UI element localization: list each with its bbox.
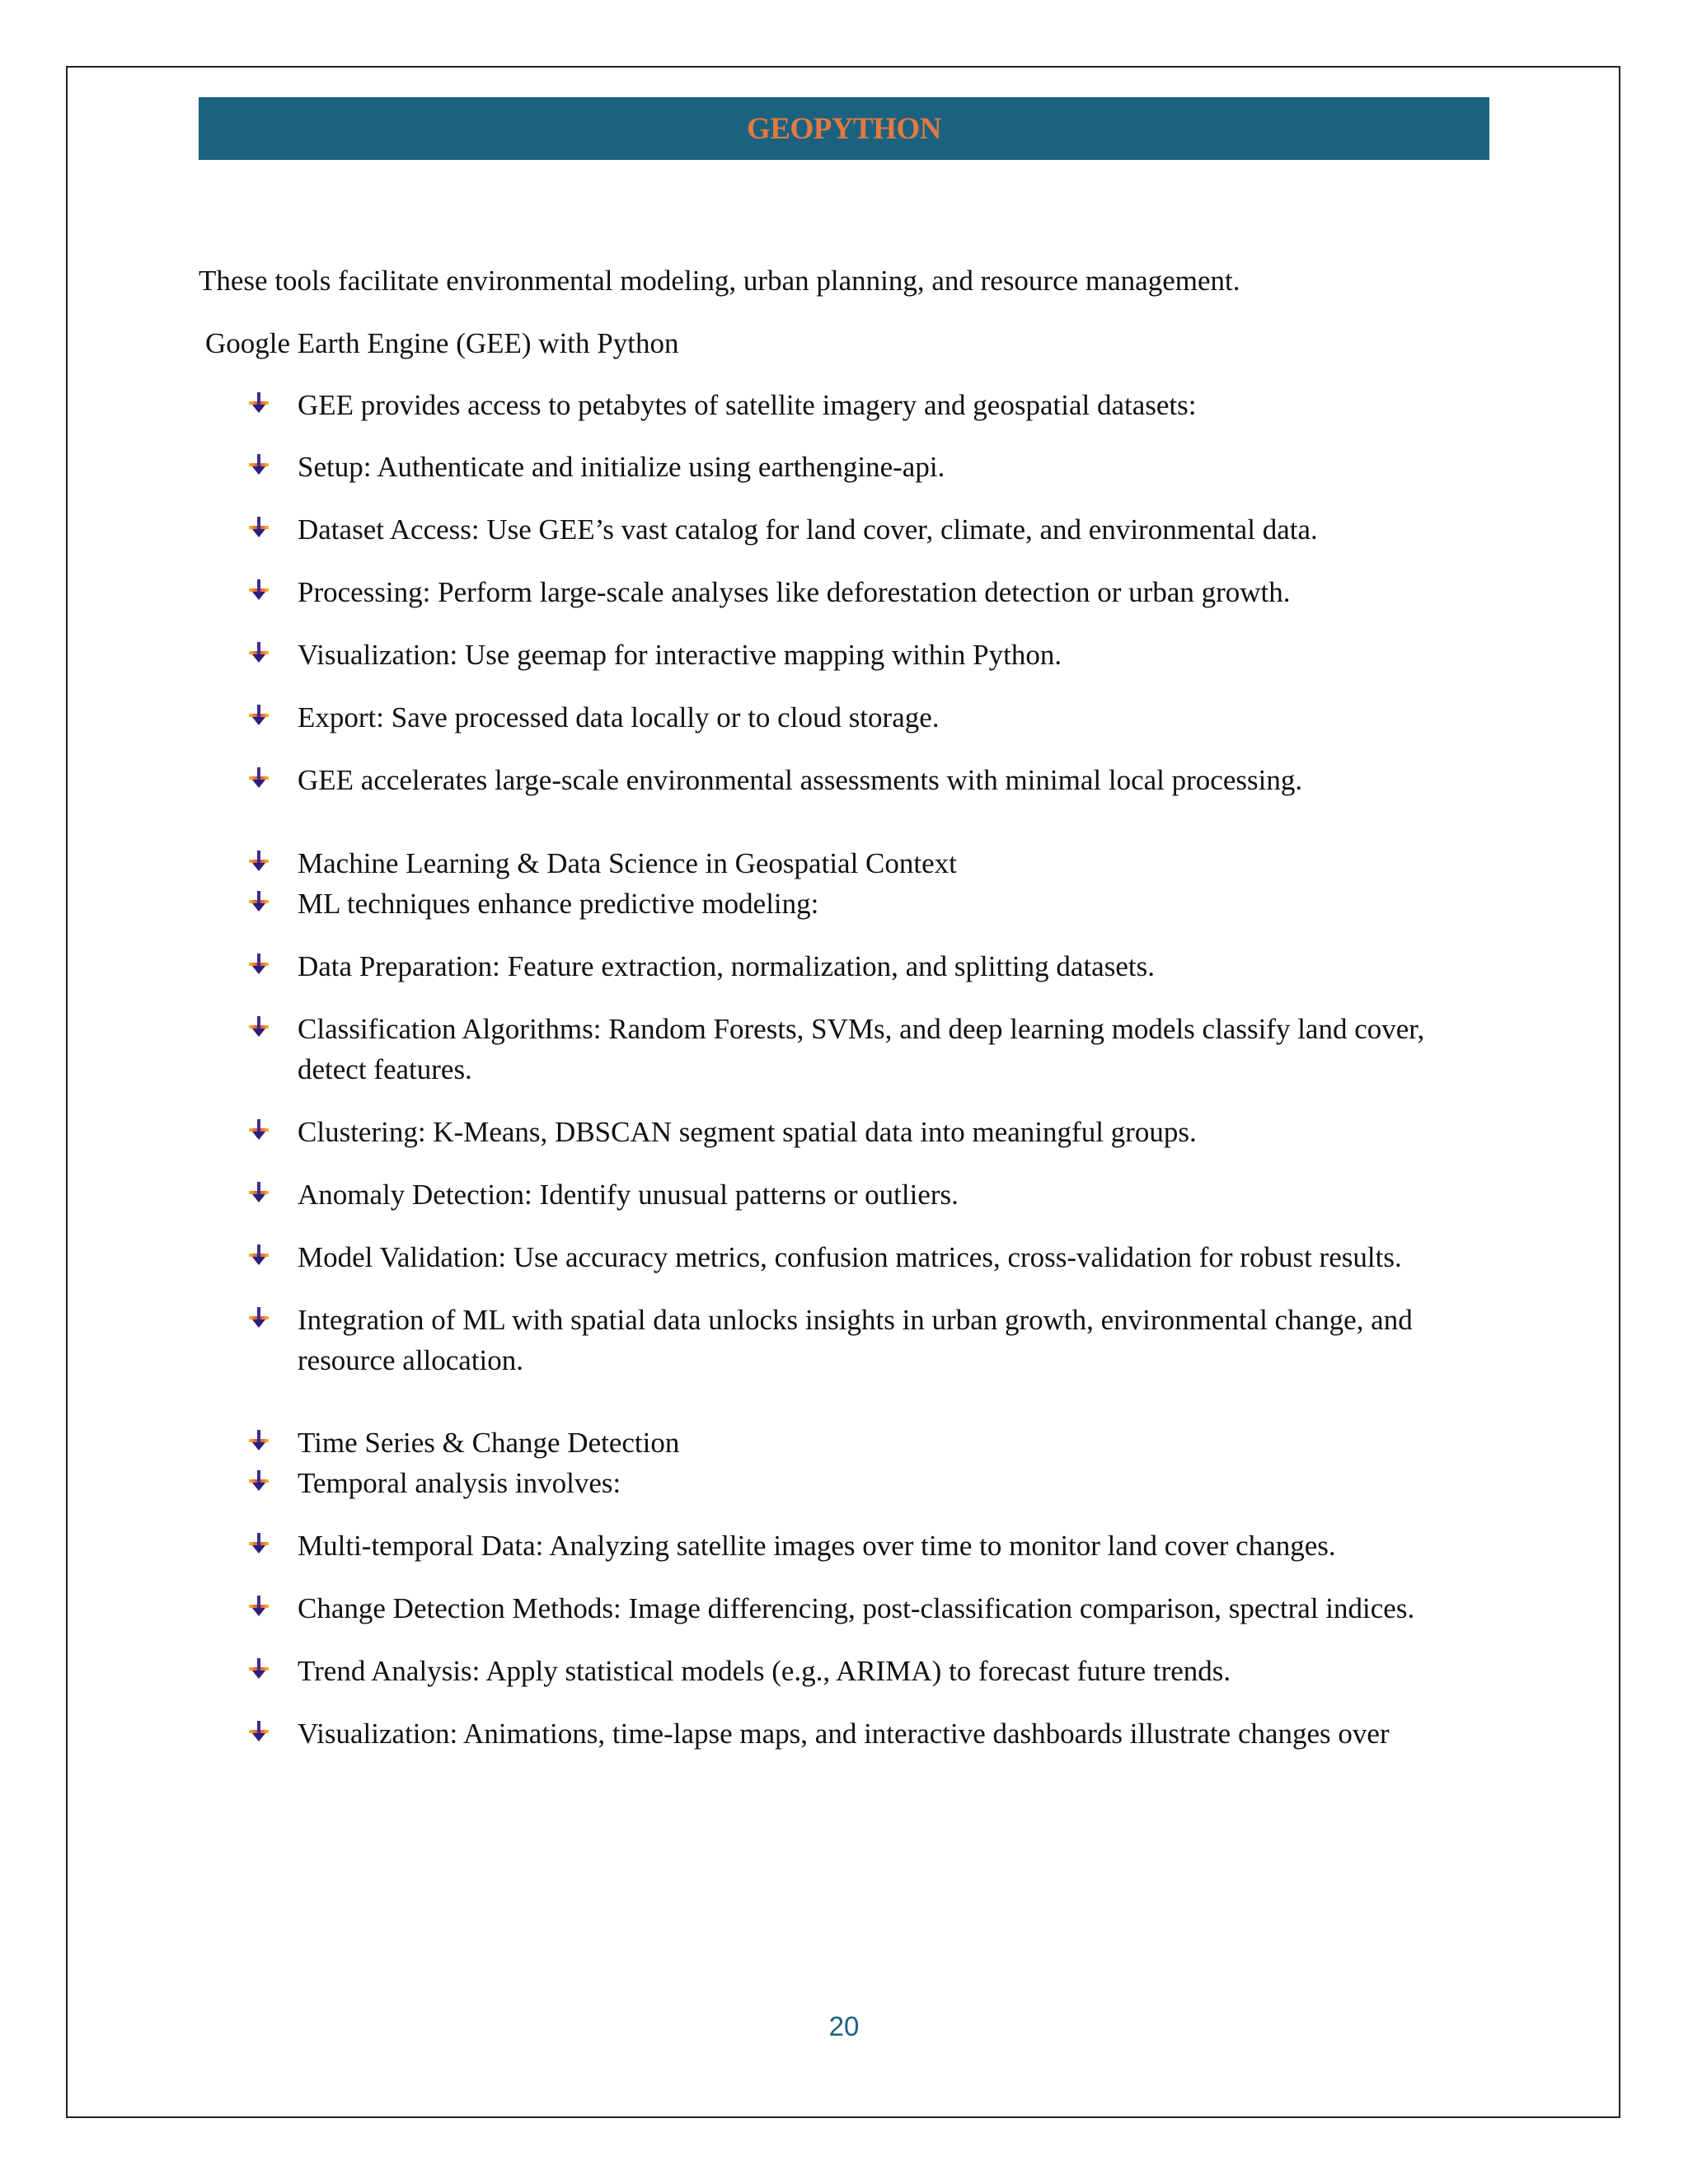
down-arrow-bullet-icon [249,1182,269,1203]
list-item-text: Processing: Perform large-scale analyses like deforestation detection or urban growth. [298,576,1291,608]
down-arrow-bullet-icon [249,1533,269,1554]
down-arrow-bullet-icon [249,1430,269,1451]
list-item-text: Integration of ML with spatial data unlocks insights in urban growth, environmental change, and resource allocation. [298,1304,1413,1376]
list-item-text: Setup: Authenticate and initialize using earthengine-api. [298,451,945,483]
down-arrow-bullet-icon [249,1119,269,1141]
list-item-text: Anomaly Detection: Identify unusual patterns or outliers. [298,1179,959,1211]
down-arrow-bullet-icon [249,705,269,726]
down-arrow-bullet-icon [249,1721,269,1742]
list-item-text: Data Preparation: Feature extraction, normalization, and splitting datasets. [298,950,1155,982]
down-arrow-bullet-icon [249,1658,269,1680]
list-item-text: GEE accelerates large-scale environmental assessments with minimal local processing. [298,764,1303,796]
down-arrow-bullet-icon [249,1244,269,1266]
down-arrow-bullet-icon [249,579,269,601]
down-arrow-bullet-icon [249,1470,269,1492]
down-arrow-bullet-icon [249,891,269,912]
list-item-text: Multi-temporal Data: Analyzing satellite images over time to monitor land cover changes. [298,1530,1336,1562]
list-item-text: Export: Save processed data locally or to cloud storage. [298,701,940,733]
list-item-text: Change Detection Methods: Image differencing, post-classification comparison, spectral indices. [298,1592,1415,1624]
list-item-text: Visualization: Animations, time-lapse maps, and interactive dashboards illustrate changes over [298,1718,1390,1750]
list-item-text: Visualization: Use geemap for interactive mapping within Python. [298,639,1062,671]
down-arrow-bullet-icon [249,1596,269,1617]
down-arrow-bullet-icon [249,1016,269,1038]
list-item-text: Dataset Access: Use GEE’s vast catalog for land cover, climate, and environmental data. [298,513,1318,546]
down-arrow-bullet-icon [249,767,269,789]
list-item-text: GEE provides access to petabytes of satellite imagery and geospatial datasets: [298,389,1197,421]
down-arrow-bullet-icon [249,392,269,414]
list-item-text: Model Validation: Use accuracy metrics, confusion matrices, cross-validation for robust results. [298,1241,1402,1273]
list-item-text: Time Series & Change Detection [298,1427,680,1459]
down-arrow-bullet-icon [249,954,269,975]
down-arrow-bullet-icon [249,1307,269,1329]
down-arrow-bullet-icon [249,517,269,538]
page-border [66,66,1620,2118]
page-number: 20 [828,2011,860,2041]
intro-paragraph: These tools facilitate environmental modeling, urban planning, and resource management. [199,265,1240,297]
section-heading-gee: Google Earth Engine (GEE) with Python [205,327,679,359]
list-item-text: Classification Algorithms: Random Forests, SVMs, and deep learning models classify land cover, detect features. [298,1013,1425,1085]
header-title: GEOPYTHON [746,111,942,146]
header-banner [199,97,1489,160]
down-arrow-bullet-icon [249,642,269,663]
down-arrow-bullet-icon [249,454,269,476]
list-item-text: Trend Analysis: Apply statistical models (e.g., ARIMA) to forecast future trends. [298,1655,1231,1687]
list-item-text: Machine Learning & Data Science in Geospatial Context [298,847,957,879]
list-item-text: ML techniques enhance predictive modeling: [298,888,819,920]
list-item-text: Clustering: K-Means, DBSCAN segment spatial data into meaningful groups. [298,1116,1197,1148]
down-arrow-bullet-icon [249,851,269,872]
list-item-text: Temporal analysis involves: [298,1467,621,1499]
